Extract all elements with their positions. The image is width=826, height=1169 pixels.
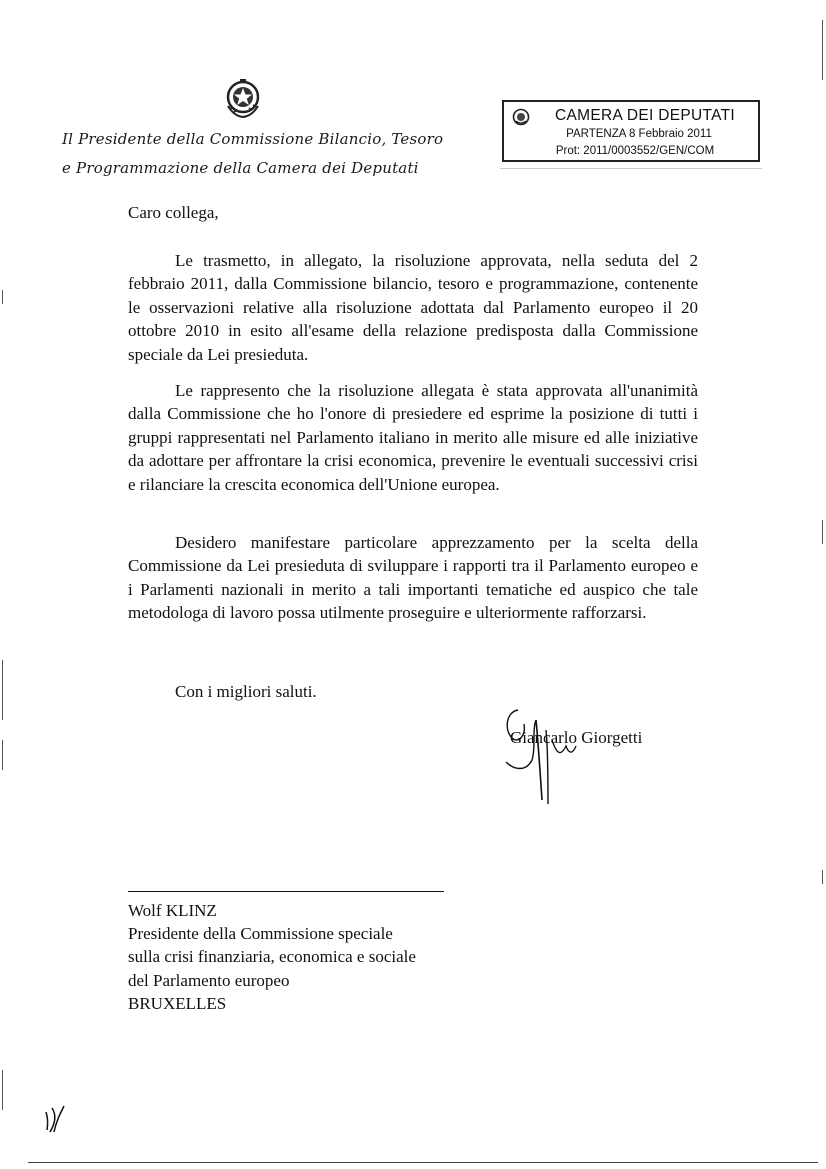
stamp-protocol-number: Prot: 2011/0003552/GEN/COM [555,145,715,157]
scan-mark [2,290,3,304]
scan-mark [2,740,3,770]
letterhead-line-1: Il Presidente della Commissione Bilancio, Tesoro [62,130,444,148]
camera-emblem-icon [512,108,530,126]
letter-paragraph-3: Desidero manifestare particolare apprezzamento per la scelta della Commissione da Lei presieduta di sviluppare i rapporti tra il Parlamento europeo e i Parlamenti nazionali in merito a tali importanti tematiche ed auspico che tale metodologa di lavoro possa utilmente proseguire e ulteriormente rafforzarsi. [128,533,698,623]
handwritten-initials [42,1104,72,1134]
addressee-divider [128,891,444,892]
letter-paragraph-2: Le rappresento che la risoluzione allegata è stata approvata all'unanimità dalla Commissione che ho l'onore di presiedere ed esprime la posizione di tutti i gruppi rappresentati nel Parlamento italiano in merito alle misure ed alle iniziative da adottare per affrontare la crisi economica, prevenire le eventuali successivi crisi e rilanciare la crescita economica dell'Unione europea. [128,381,698,494]
italian-republic-emblem-icon [220,76,266,122]
letterhead-line-2: e Programmazione della Camera dei Deputati [62,159,419,177]
addressee-city: BRUXELLES [128,993,227,1013]
addressee-title: Presidente della Commissione speciale [128,924,393,944]
scan-mark [822,20,823,80]
scan-mark [822,520,823,544]
handwritten-signature [496,700,596,812]
scan-mark [2,660,3,720]
page-bottom-edge [28,1162,818,1163]
scan-mark [2,1070,3,1110]
salutation: Caro collega, [128,203,219,222]
addressee-name: Wolf KLINZ [128,901,217,920]
closing-line: Con i migliori saluti. [175,682,317,701]
signer-name: Giancarlo Giorgetti [510,728,643,747]
addressee-institution: del Parlamento europeo [128,970,290,990]
letter-paragraph-1: Le trasmetto, in allegato, la risoluzione approvata, nella seduta del 2 febbraio 2011, dalla Commissione bilancio, tesoro e programmazione, contenente le osservazioni relative alla risoluzione adottata dal Parlamento europeo il 20 ottobre 2010 in esito all'esame della relazione predisposta dalla Commissione speciale da Lei presieduta. [128,251,698,364]
addressee-block [128,899,416,1015]
protocol-stamp [502,100,760,162]
scan-mark [822,870,823,884]
addressee-commission: sulla crisi finanziaria, economica e sociale [128,947,416,967]
stamp-divider [500,168,762,169]
stamp-departure-date: PARTENZA 8 Febbraio 2011 [566,128,712,140]
stamp-title: CAMERA DEI DEPUTATI [555,107,735,124]
